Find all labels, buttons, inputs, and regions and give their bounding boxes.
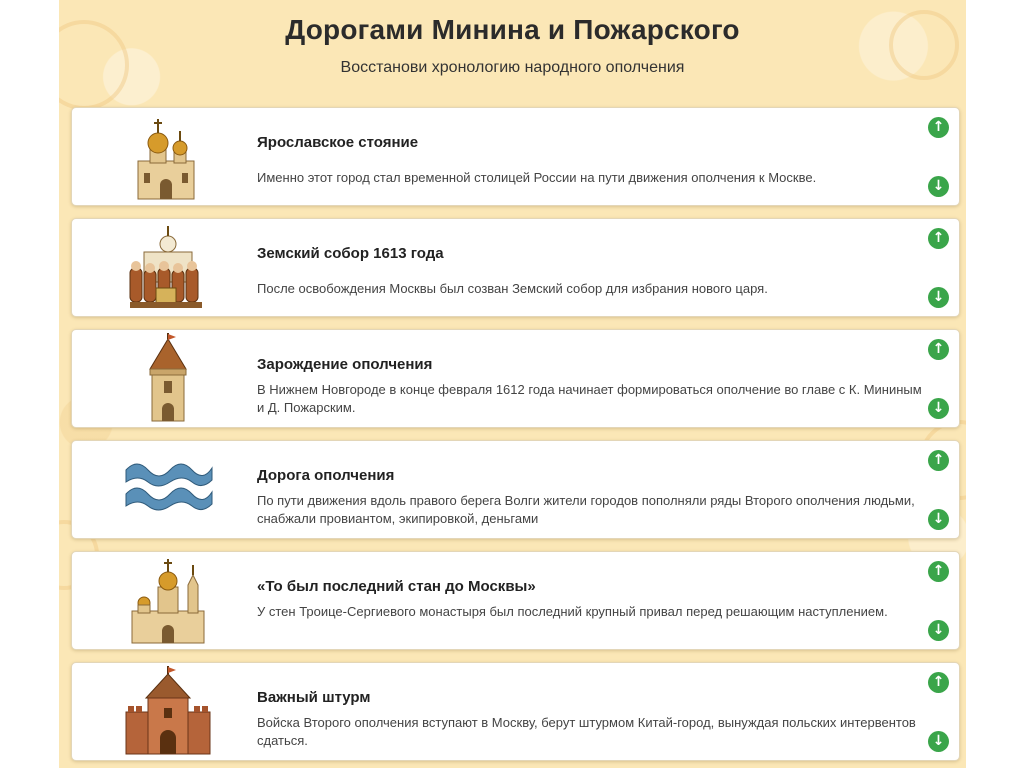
card-text: В Нижнем Новгороде в конце февраля 1612 года начинает формироваться ополчение во главе с К. Мининым и Д. Пожарским. bbox=[257, 382, 922, 415]
card-title: «То был последний стан до Москвы» bbox=[257, 578, 536, 595]
move-up-button[interactable]: ↑ bbox=[928, 561, 949, 582]
event-card[interactable] bbox=[71, 551, 960, 650]
card-title: Зарождение ополчения bbox=[257, 356, 433, 373]
card-text: Именно этот город стал временной столицей России на пути движения ополчения к Москве. bbox=[257, 170, 817, 185]
assembly-icon bbox=[122, 222, 214, 314]
quiz-stage bbox=[59, 0, 966, 768]
card-title: Земский собор 1613 года bbox=[257, 245, 444, 262]
move-up-button[interactable]: ↑ bbox=[928, 672, 949, 693]
card-text: У стен Троице-Сергиевого монастыря был последний крупный привал перед решающим наступлением. bbox=[257, 604, 888, 619]
fortress-tower-icon bbox=[122, 666, 214, 758]
page-title: Дорогами Минина и Пожарского bbox=[285, 14, 740, 45]
event-card[interactable] bbox=[71, 662, 960, 761]
page-subtitle: Восстанови хронологию народного ополчения bbox=[340, 59, 685, 76]
card-text: По пути движения вдоль правого берега Волги жители городов пополняли ряды Второго ополчения людьми, снабжали провиантом, экипировкой, деньгами bbox=[257, 493, 915, 526]
church-icon bbox=[122, 111, 214, 203]
tower-icon bbox=[122, 333, 214, 425]
monastery-icon bbox=[122, 555, 214, 647]
move-down-button[interactable]: ↓ bbox=[928, 620, 949, 641]
event-card[interactable] bbox=[71, 218, 960, 317]
card-title: Дорога ополчения bbox=[257, 467, 395, 484]
card-title: Важный штурм bbox=[257, 689, 371, 706]
event-card[interactable] bbox=[71, 440, 960, 539]
move-down-button[interactable]: ↓ bbox=[928, 398, 949, 419]
move-down-button[interactable]: ↓ bbox=[928, 287, 949, 308]
card-text: После освобождения Москвы был созван Земский собор для избрания нового царя. bbox=[257, 281, 768, 296]
move-up-button[interactable]: ↑ bbox=[928, 450, 949, 471]
move-up-button[interactable]: ↑ bbox=[928, 339, 949, 360]
move-down-button[interactable]: ↓ bbox=[928, 176, 949, 197]
move-down-button[interactable]: ↓ bbox=[928, 509, 949, 530]
card-text: Войска Второго ополчения вступают в Москву, берут штурмом Китай-город, вынуждая польских интервентов сдаться. bbox=[257, 715, 916, 748]
river-waves-icon bbox=[122, 444, 214, 536]
move-down-button[interactable]: ↓ bbox=[928, 731, 949, 752]
card-title: Ярославское стояние bbox=[257, 134, 419, 151]
event-card[interactable] bbox=[71, 329, 960, 428]
event-card[interactable] bbox=[71, 107, 960, 206]
move-up-button[interactable]: ↑ bbox=[928, 228, 949, 249]
move-up-button[interactable]: ↑ bbox=[928, 117, 949, 138]
